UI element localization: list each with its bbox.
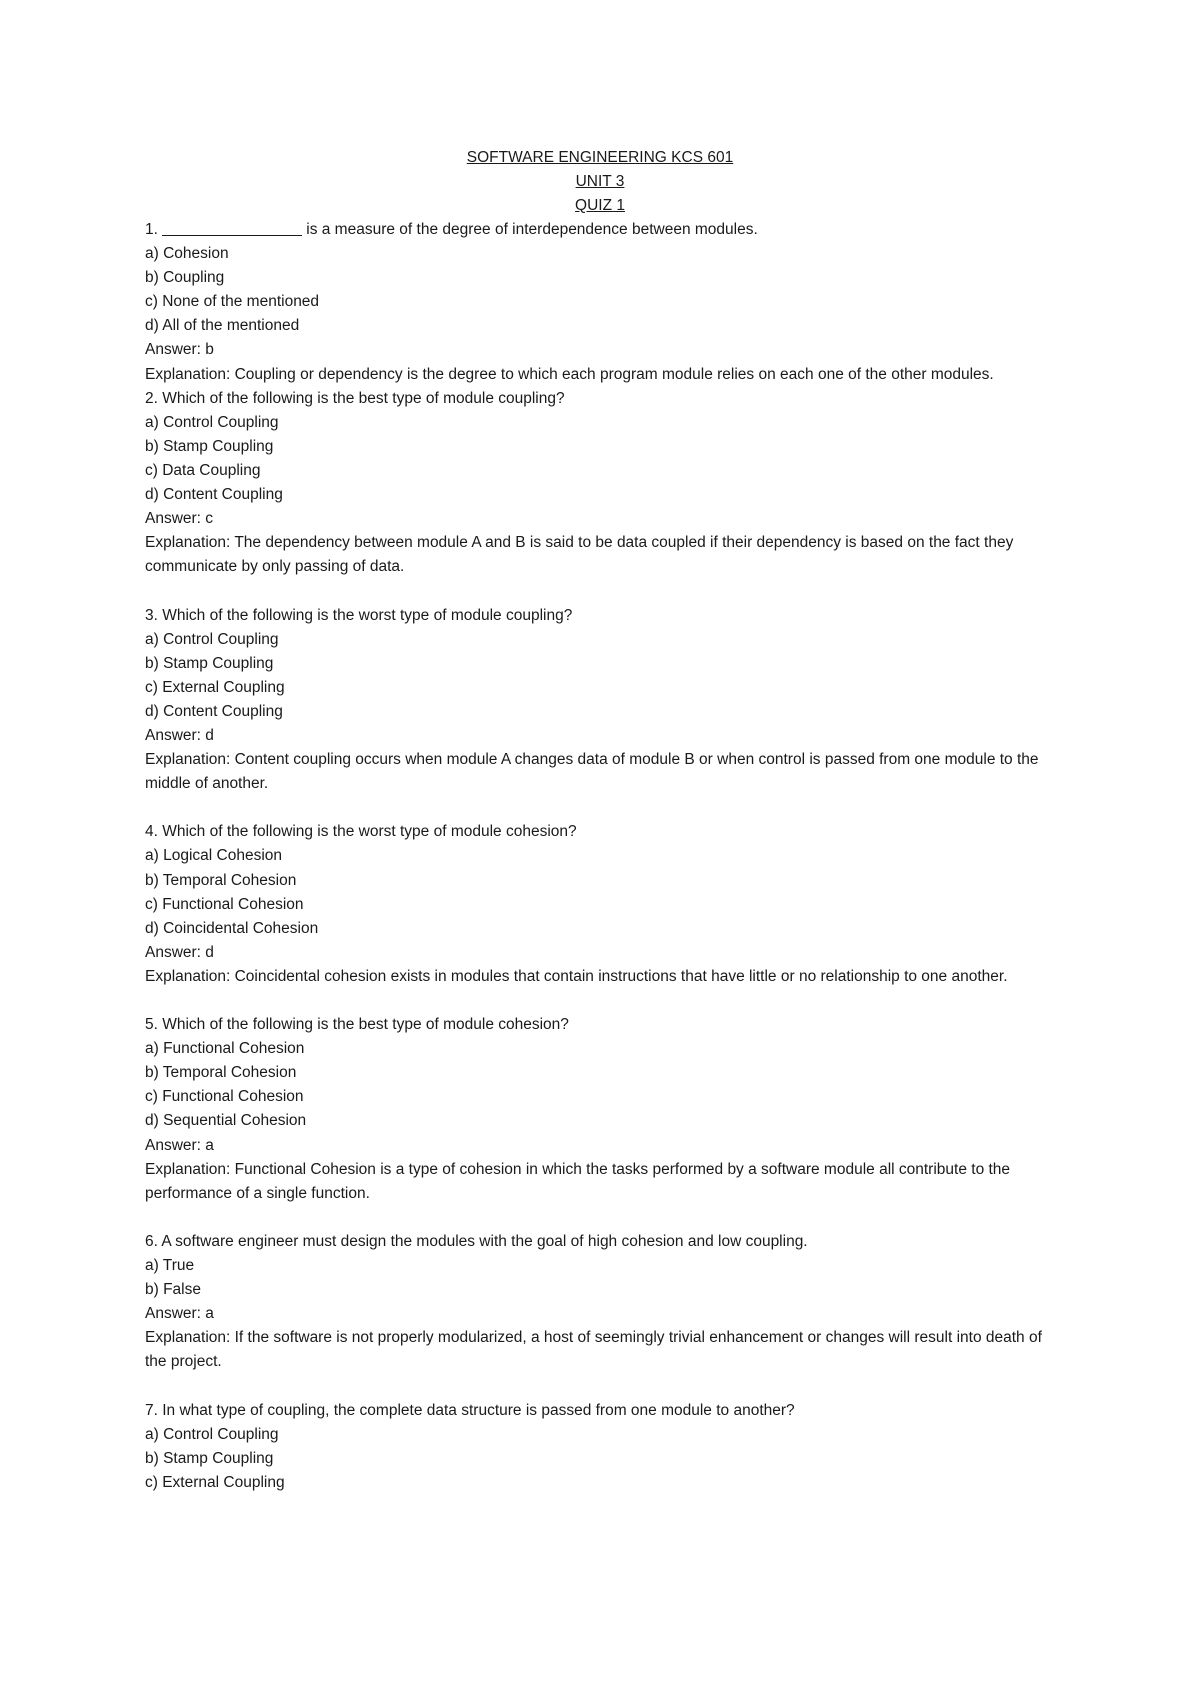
question-4 — [145, 820, 1065, 989]
option: c) External Coupling — [145, 1473, 285, 1491]
option: b) Temporal Cohesion — [145, 871, 297, 889]
explanation: Explanation: Coupling or dependency is the degree to which each program module relies on each one of the other modules. — [145, 365, 994, 383]
option: a) Control Coupling — [145, 1425, 279, 1443]
answer: Answer: a — [145, 1305, 214, 1323]
answer: Answer: b — [145, 341, 214, 359]
option: a) Cohesion — [145, 245, 229, 263]
option: b) Stamp Coupling — [145, 654, 274, 672]
option: d) Content Coupling — [145, 702, 283, 720]
quiz-title: QUIZ 1 — [575, 197, 625, 214]
question-stem: 1. is a measure of the degree of interdependence between modules. — [145, 221, 758, 238]
option: b) False — [145, 1281, 201, 1299]
option: b) Stamp Coupling — [145, 1449, 274, 1467]
explanation: Explanation: The dependency between module A and B is said to be data coupled if their dependency is based on the fact they communicate by only passing of data. — [145, 534, 1014, 576]
answer: Answer: d — [145, 726, 214, 744]
option: d) Coincidental Cohesion — [145, 919, 319, 937]
option: b) Temporal Cohesion — [145, 1064, 297, 1082]
option: d) Content Coupling — [145, 486, 283, 504]
explanation: Explanation: If the software is not properly modularized, a host of seemingly trivial enhancement or changes will result into death of the project. — [145, 1329, 1042, 1371]
answer: Answer: c — [145, 510, 214, 528]
question-stem: 2. Which of the following is the best type of module coupling? — [145, 389, 565, 407]
answer: Answer: d — [145, 943, 214, 961]
option: c) Data Coupling — [145, 461, 261, 479]
explanation: Explanation: Content coupling occurs when module A changes data of module B or when control is passed from one module to the middle of another. — [145, 751, 1039, 793]
option: b) Stamp Coupling — [145, 437, 274, 455]
question-stem: 7. In what type of coupling, the complete data structure is passed from one module to another? — [145, 1401, 795, 1419]
option: d) All of the mentioned — [145, 317, 300, 335]
option: b) Coupling — [145, 269, 225, 287]
answer: Answer: a — [145, 1136, 214, 1154]
question-stem: 5. Which of the following is the best type of module cohesion? — [145, 1016, 569, 1034]
option: a) Functional Cohesion — [145, 1040, 305, 1058]
explanation: Explanation: Coincidental cohesion exists in modules that contain instructions that have little or no relationship to one another. — [145, 967, 1008, 985]
option: a) Logical Cohesion — [145, 847, 283, 865]
option: a) True — [145, 1257, 195, 1275]
question-3 — [145, 604, 1065, 797]
question-7 — [145, 1399, 1065, 1495]
question-5 — [145, 1013, 1065, 1206]
option: d) Sequential Cohesion — [145, 1112, 307, 1130]
question-2 — [145, 387, 1065, 580]
course-title: SOFTWARE ENGINEERING KCS 601 — [466, 149, 734, 166]
option: c) Functional Cohesion — [145, 1088, 304, 1106]
fill-in-blank — [162, 235, 302, 236]
option: c) Functional Cohesion — [145, 895, 304, 913]
unit-title: UNIT 3 — [575, 173, 625, 190]
question-stem: 6. A software engineer must design the modules with the goal of high cohesion and low coupling. — [145, 1232, 808, 1250]
question-6 — [145, 1230, 1065, 1375]
option: a) Control Coupling — [145, 413, 279, 431]
document-header — [0, 146, 1200, 218]
question-stem: 3. Which of the following is the worst type of module coupling? — [145, 606, 573, 624]
option: c) None of the mentioned — [145, 293, 320, 311]
question-stem: 4. Which of the following is the worst type of module cohesion? — [145, 823, 577, 841]
option: c) External Coupling — [145, 678, 285, 696]
quiz-content — [145, 218, 1065, 1495]
explanation: Explanation: Functional Cohesion is a type of cohesion in which the tasks performed by a software module all contribute to the performance of a single function. — [145, 1160, 1011, 1202]
question-1 — [145, 218, 1065, 387]
option: a) Control Coupling — [145, 630, 279, 648]
